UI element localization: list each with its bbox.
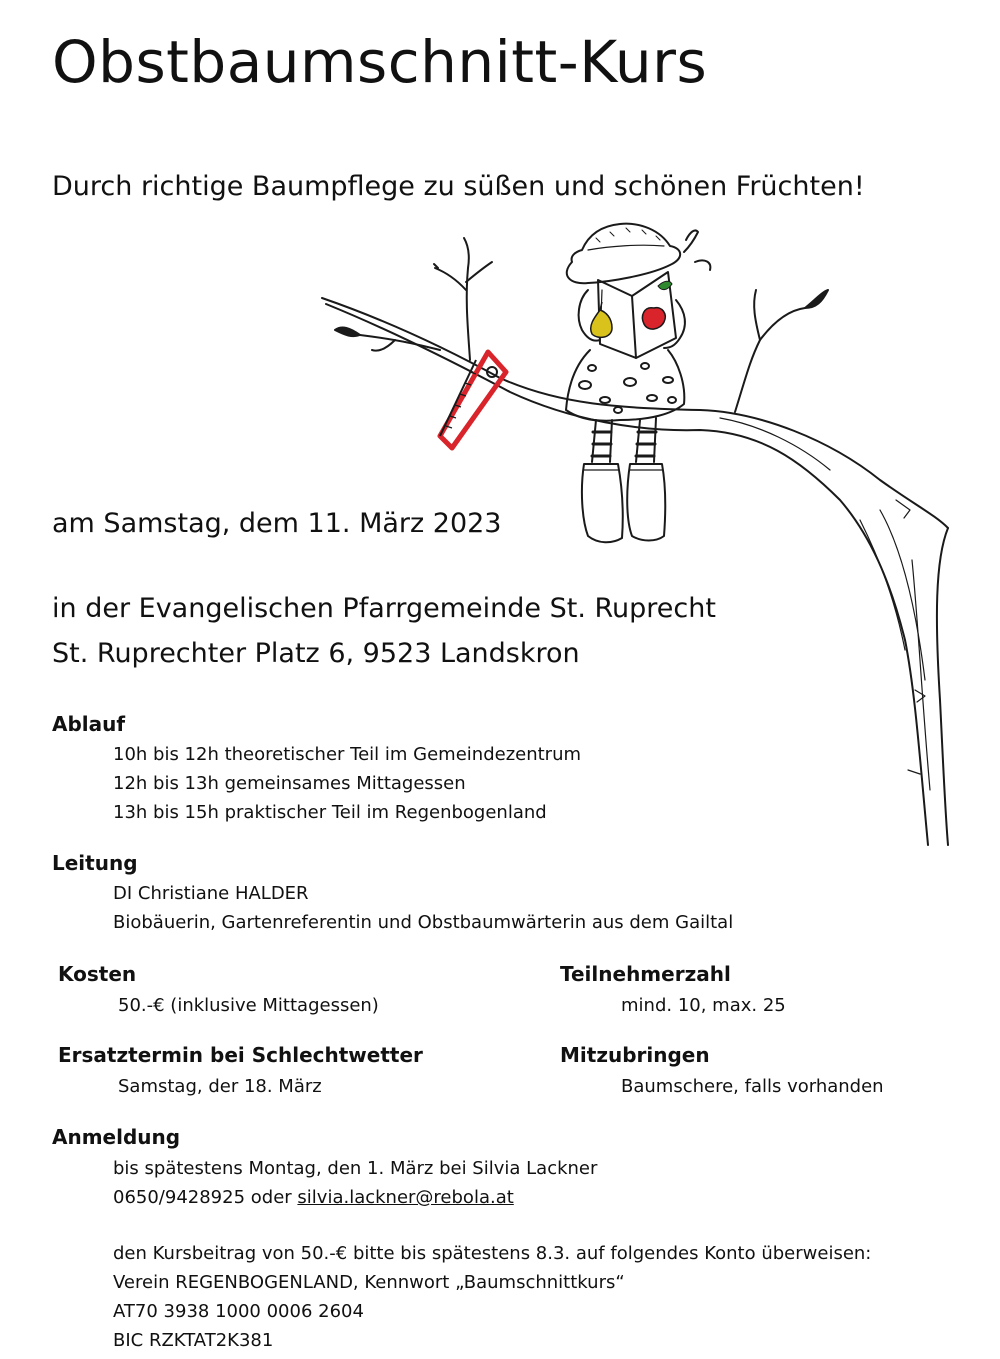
kosten-heading: Kosten [58, 962, 137, 986]
anmeldung-contact [113, 1183, 514, 1212]
event-date: am Samstag, dem 11. März 2023 [52, 508, 502, 539]
email-link[interactable]: silvia.lackner@rebola.at [297, 1187, 514, 1208]
apple-icon [642, 308, 665, 329]
ersatztermin-value: Samstag, der 18. März [118, 1076, 322, 1097]
anmeldung-deadline: bis spätestens Montag, den 1. März bei Silvia Lackner [113, 1158, 598, 1179]
leitung-heading: Leitung [52, 851, 138, 875]
payment-iban: AT70 3938 1000 0006 2604 [113, 1301, 364, 1322]
leitung-description: Biobäuerin, Gartenreferentin und Obstbaumwärterin aus dem Gailtal [113, 912, 734, 933]
venue-name: in der Evangelischen Pfarrgemeinde St. Ruprecht [52, 593, 716, 624]
ablauf-heading: Ablauf [52, 712, 126, 736]
payment-instruction: den Kursbeitrag von 50.-€ bitte bis spätestens 8.3. auf folgendes Konto überweisen: [113, 1243, 872, 1264]
ersatztermin-heading: Ersatztermin bei Schlechtwetter [58, 1043, 423, 1067]
ablauf-item: 10h bis 12h theoretischer Teil im Gemeindezentrum [113, 744, 582, 765]
anmeldung-phone: 0650/9428925 oder [113, 1187, 298, 1208]
saw-icon [440, 352, 506, 448]
mitzubringen-heading: Mitzubringen [560, 1043, 710, 1067]
leitung-name: DI Christiane HALDER [113, 883, 309, 904]
mitzubringen-value: Baumschere, falls vorhanden [621, 1076, 884, 1097]
page-title: Obstbaumschnitt-Kurs [52, 28, 708, 96]
teilnehmerzahl-value: mind. 10, max. 25 [621, 995, 786, 1016]
payment-recipient: Verein REGENBOGENLAND, Kennwort „Baumschnittkurs“ [113, 1272, 625, 1293]
kosten-value: 50.-€ (inklusive Mittagessen) [118, 995, 379, 1016]
teilnehmerzahl-heading: Teilnehmerzahl [560, 962, 731, 986]
ablauf-item: 13h bis 15h praktischer Teil im Regenbogenland [113, 802, 547, 823]
venue-address: St. Ruprechter Platz 6, 9523 Landskron [52, 638, 580, 669]
ablauf-item: 12h bis 13h gemeinsames Mittagessen [113, 773, 466, 794]
pear-icon [591, 310, 612, 337]
payment-bic: BIC RZKTAT2K381 [113, 1330, 274, 1351]
anmeldung-heading: Anmeldung [52, 1125, 181, 1149]
page-subtitle: Durch richtige Baumpflege zu süßen und schönen Früchten! [52, 171, 865, 202]
